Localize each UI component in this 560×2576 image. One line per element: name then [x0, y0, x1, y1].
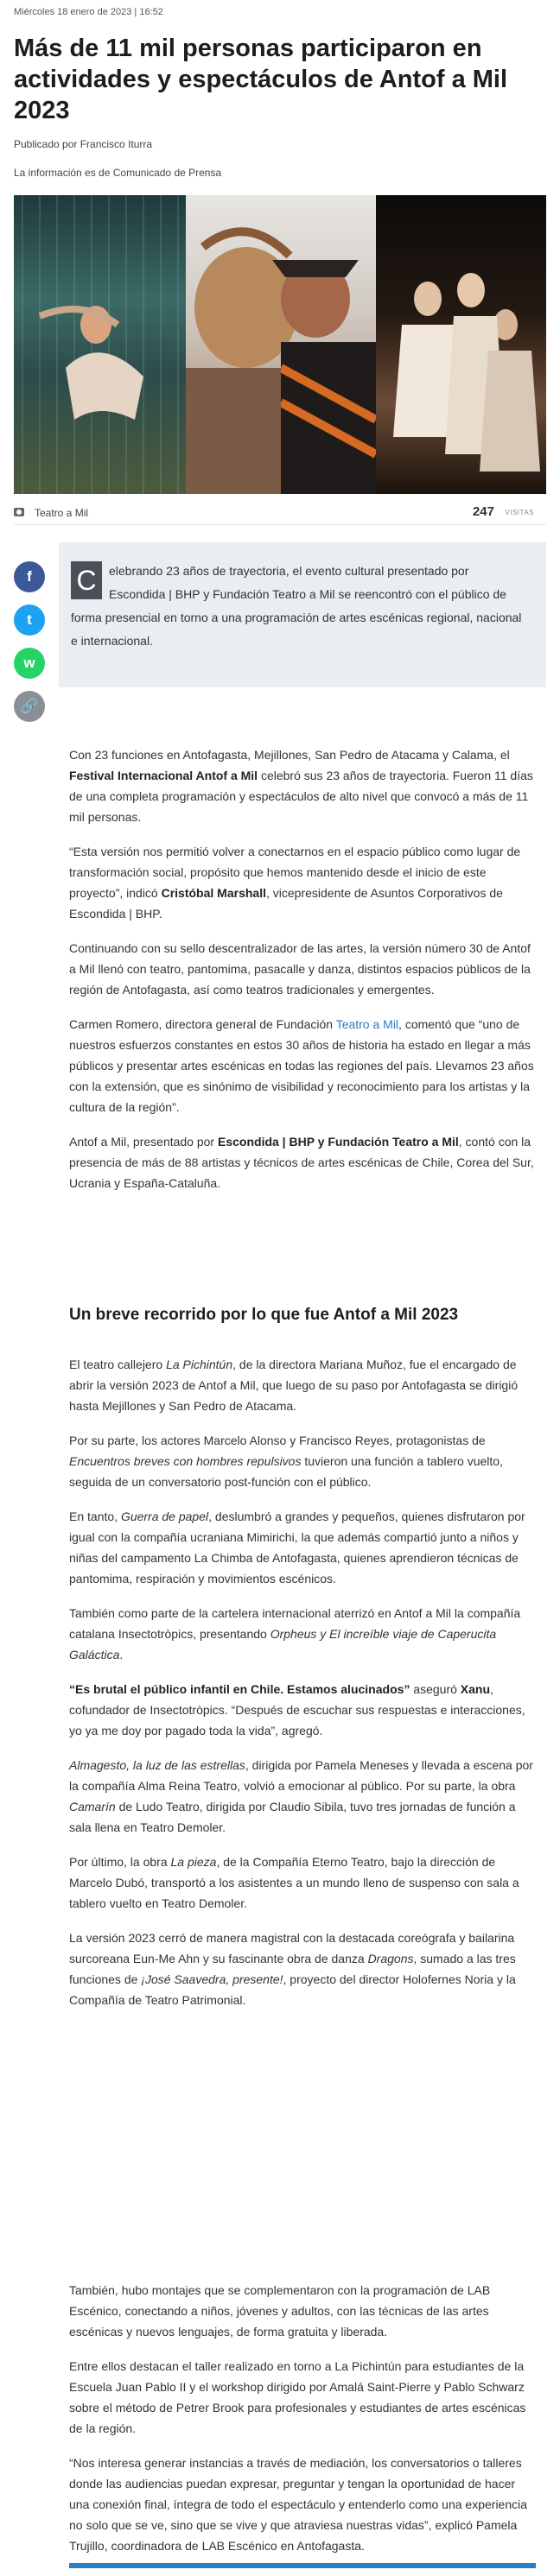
closing-paragraph: Entre ellos destacan el taller realizado en torno a La Pichintún para estudiantes de la Escuela Juan Pablo II y el workshop dirigido por Amalá Saint-Pierre y Pablo Schwarz sobre el método de Petrer Brook para profesionales y estudiantes de artes escénicas de la región.	[69, 2359, 526, 2435]
article-body	[69, 744, 536, 1207]
camera-icon	[14, 508, 24, 516]
body-paragraph: Con 23 funciones en Antofagasta, Mejillones, San Pedro de Atacama y Calama, el Festival Internacional Antof a Mil celebró sus 23 años de trayectoria. Fueron 11 días de una completa programación y espectáculos de alto nivel que convocó a más de 11 mil personas.	[69, 748, 533, 824]
dancer-illustration	[14, 195, 186, 494]
teatro-a-mil-link[interactable]: Teatro a Mil	[335, 1017, 399, 1031]
hero-photo-performers	[186, 195, 376, 494]
lead-text: elebrando 23 años de trayectoria, el evento cultural presentado por Escondida | BHP y Fundación Teatro a Mil se reencontró con el público de forma presencial en torno a una programación de artes escénicas regional, nacional e internacional.	[71, 564, 522, 648]
ensemble-illustration	[376, 195, 546, 494]
facebook-icon: f	[27, 568, 32, 585]
dropcap-letter: C	[71, 561, 102, 599]
closing-paragraph: “Nos interesa generar instancias a través de mediación, los conversatorios o talleres donde las audiencias puedan expresar, preguntar y tengan la oportunidad de hacer una conexión final, íntegra de todo el espectáculo y entenderlo como una experiencia no solo que se ve, sino que se vive y que atraviesa nuestras vidas”, explicó Pamela Trujillo, coordinadora de LAB Escénico en Antofagasta.	[69, 2456, 528, 2553]
body-paragraph: Antof a Mil, presentado por Escondida | BHP y Fundación Teatro a Mil, contó con la presencia de más de 88 artistas y técnicos de artes escénicas de Chile, Corea del Sur, Ucrania y España-Cataluña.	[69, 1135, 534, 1190]
article-source: La información es de Comunicado de Prensa	[14, 167, 222, 179]
section-paragraph: “Es brutal el público infantil en Chile. Estamos alucinados” aseguró Xanu, cofundador de Insectotròpics. “Después de escuchar sus respuestas e interacciones, yo ya me doy por pagado toda la vida”, agregó.	[69, 1682, 525, 1737]
body-paragraph: Continuando con su sello descentralizador de las artes, la versión número 30 de Antof a Mil llenó con teatro, pantomima, pasacalle y danza, distintos espacios públicos de la región de Antofagasta, así como teatros tradicionales y emergentes.	[69, 941, 531, 997]
hero-photo-ensemble	[376, 195, 546, 494]
section-body	[69, 1354, 536, 2024]
lead-paragraph	[59, 542, 546, 687]
embedded-media-placeholder	[69, 2124, 536, 2228]
hero-photo-dancer	[14, 195, 186, 494]
section-paragraph: El teatro callejero La Pichintún, de la directora Mariana Muñoz, fue el encargado de abrir la versión 2023 de Antof a Mil, que luego de su paso por Antofagasta se dirigió hasta Mejillones y San Pedro de Atacama.	[69, 1358, 519, 1413]
article-title: Más de 11 mil personas participaron en actividades y espectáculos de Antof a Mil 2023	[14, 35, 508, 124]
visits-label: VISITAS	[505, 509, 534, 516]
article-date: Miércoles 18 enero de 2023 | 16:52	[14, 7, 163, 17]
hero-image[interactable]	[14, 195, 546, 494]
section-heading: Un breve recorrido por lo que fue Antof a Mil 2023	[69, 1306, 459, 1324]
section-paragraph: También como parte de la cartelera internacional aterrizó en Antof a Mil la compañía catalana Insectotròpics, presentando Orpheus y El increíble viaje de Caperucita Galáctica.	[69, 1606, 521, 1661]
closing-body	[69, 2280, 536, 2570]
body-paragraph: “Esta versión nos permitió volver a conectarnos en el espacio público como lugar de transformación social, propósito que hemos mantenido desde el inicio de este proyecto”, indicó Cristóbal Marshall, vicepresidente de Asuntos Corporativos de Escondida | BHP.	[69, 845, 521, 921]
twitter-icon: t	[27, 611, 32, 628]
section-paragraph: La versión 2023 cerró de manera magistral con la destacada coreógrafa y bailarina surcoreana Eun-Me Ahn y su fascinante obra de danza Dragons, sumado a las tres funciones de ¡José Saavedra, presente!, proyecto del director Holofernes Noria y la Compañía de Teatro Patrimonial.	[69, 1931, 516, 2007]
article-byline: Publicado por Francisco Iturra	[14, 138, 153, 150]
body-paragraph: Carmen Romero, directora general de Fundación Teatro a Mil, comentó que “uno de nuestros esfuerzos constantes en estos 30 años de historia ha estado en llegar a más públicos y presentar artes escénicas en todas las regiones del país. Llevamos 23 años con la extensión, que es sinónimo de visibilidad y reconocimiento para los artistas y la cultura de la región”.	[69, 1017, 534, 1114]
section-paragraph: Por último, la obra La pieza, de la Compañía Eterno Teatro, bajo la dirección de Marcelo Dubó, transportó a los asistentes a un mundo lleno de suspenso con sala a tablero vuelto en Teatro Demoler.	[69, 1855, 519, 1910]
closing-paragraph: También, hubo montajes que se complementaron con la programación de LAB Escénico, conectando a niños, jóvenes y adultos, con las técnicas de las artes escénicas y nuevos lenguajes, de forma gratuita y liberada.	[69, 2283, 491, 2339]
share-facebook-button[interactable]	[14, 561, 45, 592]
share-whatsapp-button[interactable]	[14, 648, 45, 679]
visits-count: 247	[472, 504, 494, 519]
image-caption: Teatro a Mil	[35, 507, 89, 519]
image-caption-row	[14, 501, 546, 525]
section-paragraph: Por su parte, los actores Marcelo Alonso y Francisco Reyes, protagonistas de Encuentros breves con hombres repulsivos tuvieron una función a tablero vuelto, seguida de un conversatorio post-función con el público.	[69, 1434, 503, 1489]
bottom-accent-bar	[69, 2563, 536, 2568]
section-paragraph: Almagesto, la luz de las estrellas, dirigida por Pamela Meneses y llevada a escena por la compañía Alma Reina Teatro, volvió a emocionar al público. Por su parte, la obra Camarín de Ludo Teatro, dirigida por Claudio Sibila, tuvo tres jornadas de función a sala llena en Teatro Demoler.	[69, 1758, 533, 1834]
share-twitter-button[interactable]	[14, 604, 45, 636]
performers-illustration	[186, 195, 376, 494]
section-paragraph: En tanto, Guerra de papel, deslumbró a grandes y pequeños, quienes disfrutaron por igual con la compañía ucraniana Mimirichi, la que además compartió junto a niños y niñas del campamento La Chimba de Antofagasta, quienes aprendieron técnicas de pantomima, respiración y movimientos escénicos.	[69, 1510, 525, 1585]
whatsapp-icon: w	[23, 655, 35, 671]
link-icon: 🔗	[20, 698, 39, 714]
copy-link-button[interactable]	[14, 691, 45, 722]
